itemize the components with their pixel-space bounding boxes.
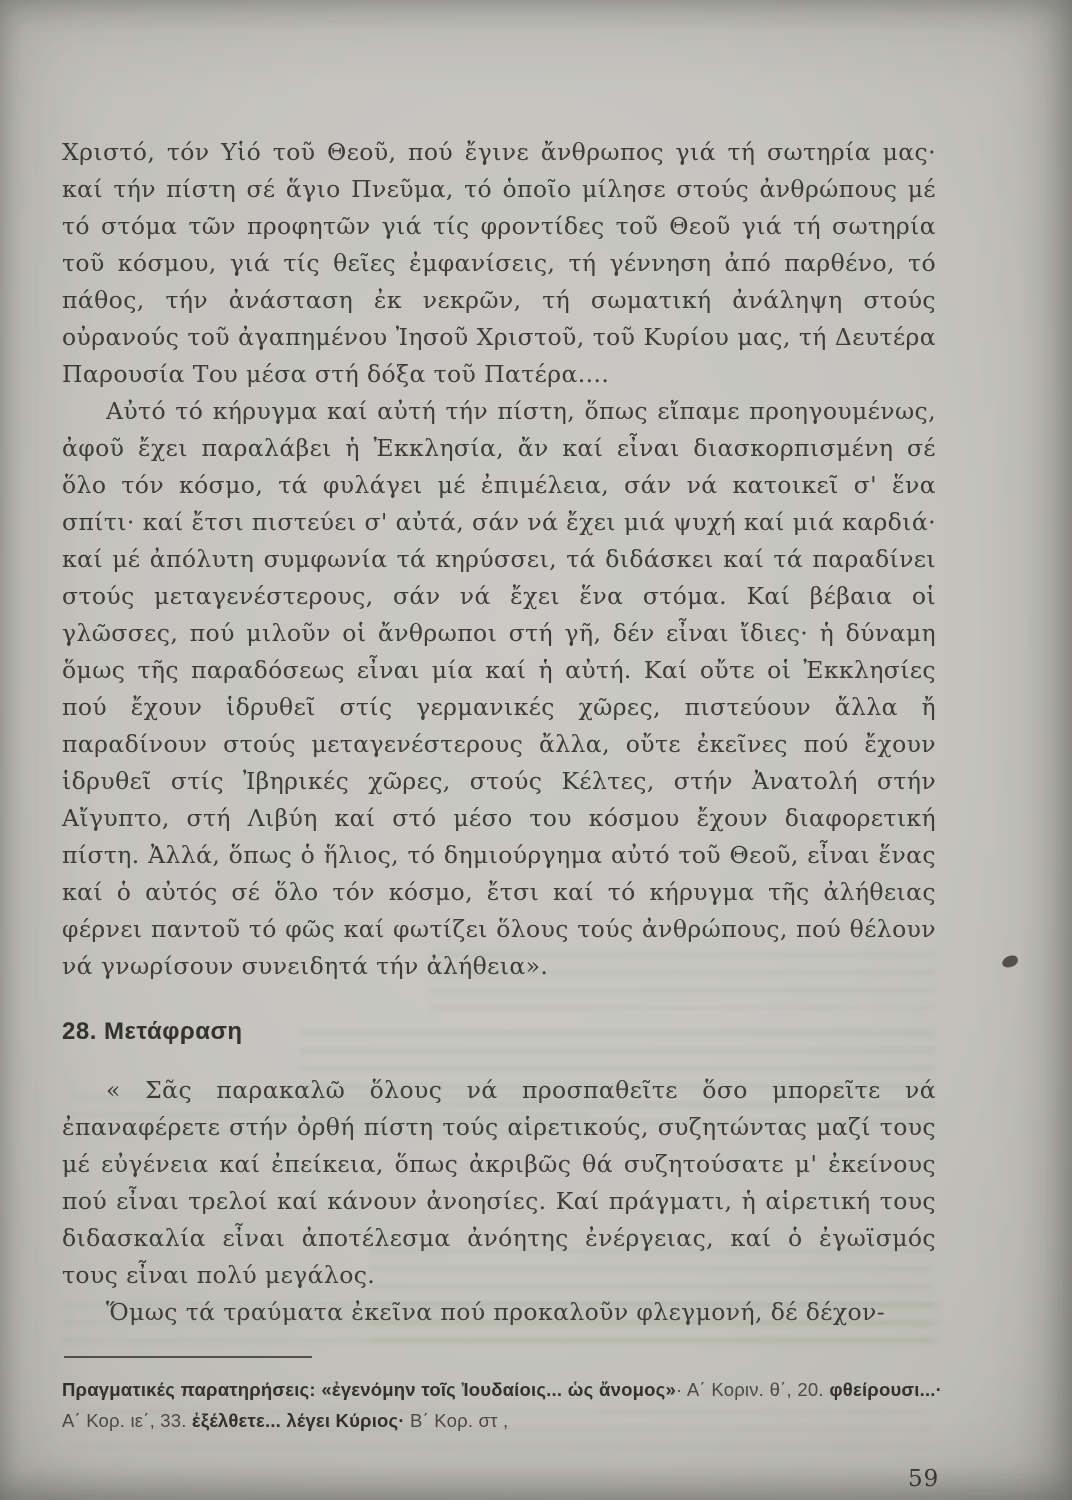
- footnote: [62, 1374, 942, 1436]
- ink-spot-artifact: [1001, 954, 1019, 969]
- translation-text-block: [62, 1072, 936, 1331]
- footnote-bold-text: ἐξέλθετε... λέγει Κύριος·: [191, 1410, 405, 1431]
- footnote-regular-text: · Α΄ Κοριν. θ΄, 20.: [675, 1379, 830, 1400]
- translation-paragraph: « Σᾶς παρακαλῶ ὅλους νά προσπαθεῖτε ὅσο μπορεῖτε νά ἐπαναφέρετε στήν ὀρθή πίστη τούς αἱρετικούς, συζητώντας μαζί τους μέ εὐγένεια καί ἐπείκεια, ὅπως ἀκριβῶς θά συζητούσατε μ' ἐκείνους πού εἶναι τρελοί καί κάνουν ἀνοησίες. Καί πράγματι, ἡ αἱρετική τους διδασκαλία εἶναι ἀποτέλεσμα ἀνόητης ἐνέργειας, καί ὁ ἐγωϊσμός τους εἶναι πολύ μεγάλος.: [62, 1076, 936, 1289]
- body-paragraph: Ὅμως τά τραύματα ἐκεῖνα πού προκαλοῦν φλεγμονή, δέ δέχον-: [106, 1298, 886, 1326]
- footnote-bold-text: φθείρουσι...·: [829, 1379, 942, 1400]
- footnote-regular-text: Β΄ Κορ. στ ,: [404, 1410, 509, 1431]
- footnote-bold-text: Πραγματικές παρατηρήσεις: «ἐγενόμην τοῖς Ἰουδαίοις... ὡς ἄνομος»: [62, 1379, 676, 1400]
- footnote-rule: [64, 1356, 312, 1358]
- section-heading: 28. Μετάφραση: [62, 1018, 243, 1045]
- body-paragraph-continuation: Χριστό, τόν Υἱό τοῦ Θεοῦ, πού ἔγινε ἄνθρωπος γιά τή σωτηρία μας· καί τήν πίστη σέ ἅγιο Πνεῦμα, τό ὁποῖο μίλησε στούς ἀνθρώπους μέ τό στόμα τῶν προφητῶν γιά τίς φροντίδες τοῦ Θεοῦ γιά τή σωτηρία τοῦ κόσμου, γιά τίς θεῖες ἐμφανίσεις, τή γέννηση ἀπό παρθένο, τό πάθος, τήν ἀνάσταση ἐκ νεκρῶν, τή σωματική ἀνάληψη στούς οὐρανούς τοῦ ἀγαπημένου Ἰησοῦ Χριστοῦ, τοῦ Κυρίου μας, τή Δευτέρα Παρουσία Του μέσα στή δόξα τοῦ Πατέρα....: [62, 138, 936, 388]
- page-number: 59: [908, 1466, 940, 1492]
- footnote-regular-text: Α΄ Κορ. ιε΄, 33.: [62, 1410, 192, 1431]
- body-paragraph: Αὐτό τό κήρυγμα καί αὐτή τήν πίστη, ὅπως εἴπαμε προηγουμένως, ἀφοῦ ἔχει παραλάβει ἡ Ἐκκλησία, ἄν καί εἶναι διασκορπισμένη σέ ὅλο τόν κόσμο, τά φυλάγει μέ ἐπιμέλεια, σάν νά κατοικεῖ σ' ἕνα σπίτι· καί ἔτσι πιστεύει σ' αὐτά, σάν νά ἔχει μιά ψυχή καί μιά καρδιά· καί μέ ἀπόλυτη συμφωνία τά κηρύσσει, τά διδάσκει καί τά παραδίνει στούς μεταγενέστερους, σάν νά ἔχει ἕνα στόμα. Καί βέβαια οἱ γλῶσσες, πού μιλοῦν οἱ ἄνθρωποι στή γῆ, δέν εἶναι ἴδιες· ἡ δύναμη ὅμως τῆς παραδόσεως εἶναι μία καί ἡ αὐτή. Καί οὔτε οἱ Ἐκκλησίες πού ἔχουν ἱδρυθεῖ στίς γερμανικές χῶρες, πιστεύουν ἄλλα ἤ παραδίνουν στούς μεταγενέστερους ἄλλα, οὔτε ἐκεῖνες πού ἔχουν ἱδρυθεῖ στίς Ἰβηρικές χῶρες, στούς Κέλτες, στήν Ἀνατολή στήν Αἴγυπτο, στή Λιβύη καί στό μέσο του κόσμου ἔχουν διαφορετική πίστη. Ἀλλά, ὅπως ὁ ἥλιος, τό δημιούργημα αὐτό τοῦ Θεοῦ, εἶναι ἕνας καί ὁ αὐτός σέ ὅλο τόν κόσμο, ἔτσι καί τό κήρυγμα τῆς ἀλήθειας φέρνει παντοῦ τό φῶς καί φωτίζει ὅλους τούς ἀνθρώπους, πού θέλουν νά γνωρίσουν συνειδητά τήν ἀλήθεια».: [62, 397, 936, 980]
- main-text-block: [62, 134, 936, 985]
